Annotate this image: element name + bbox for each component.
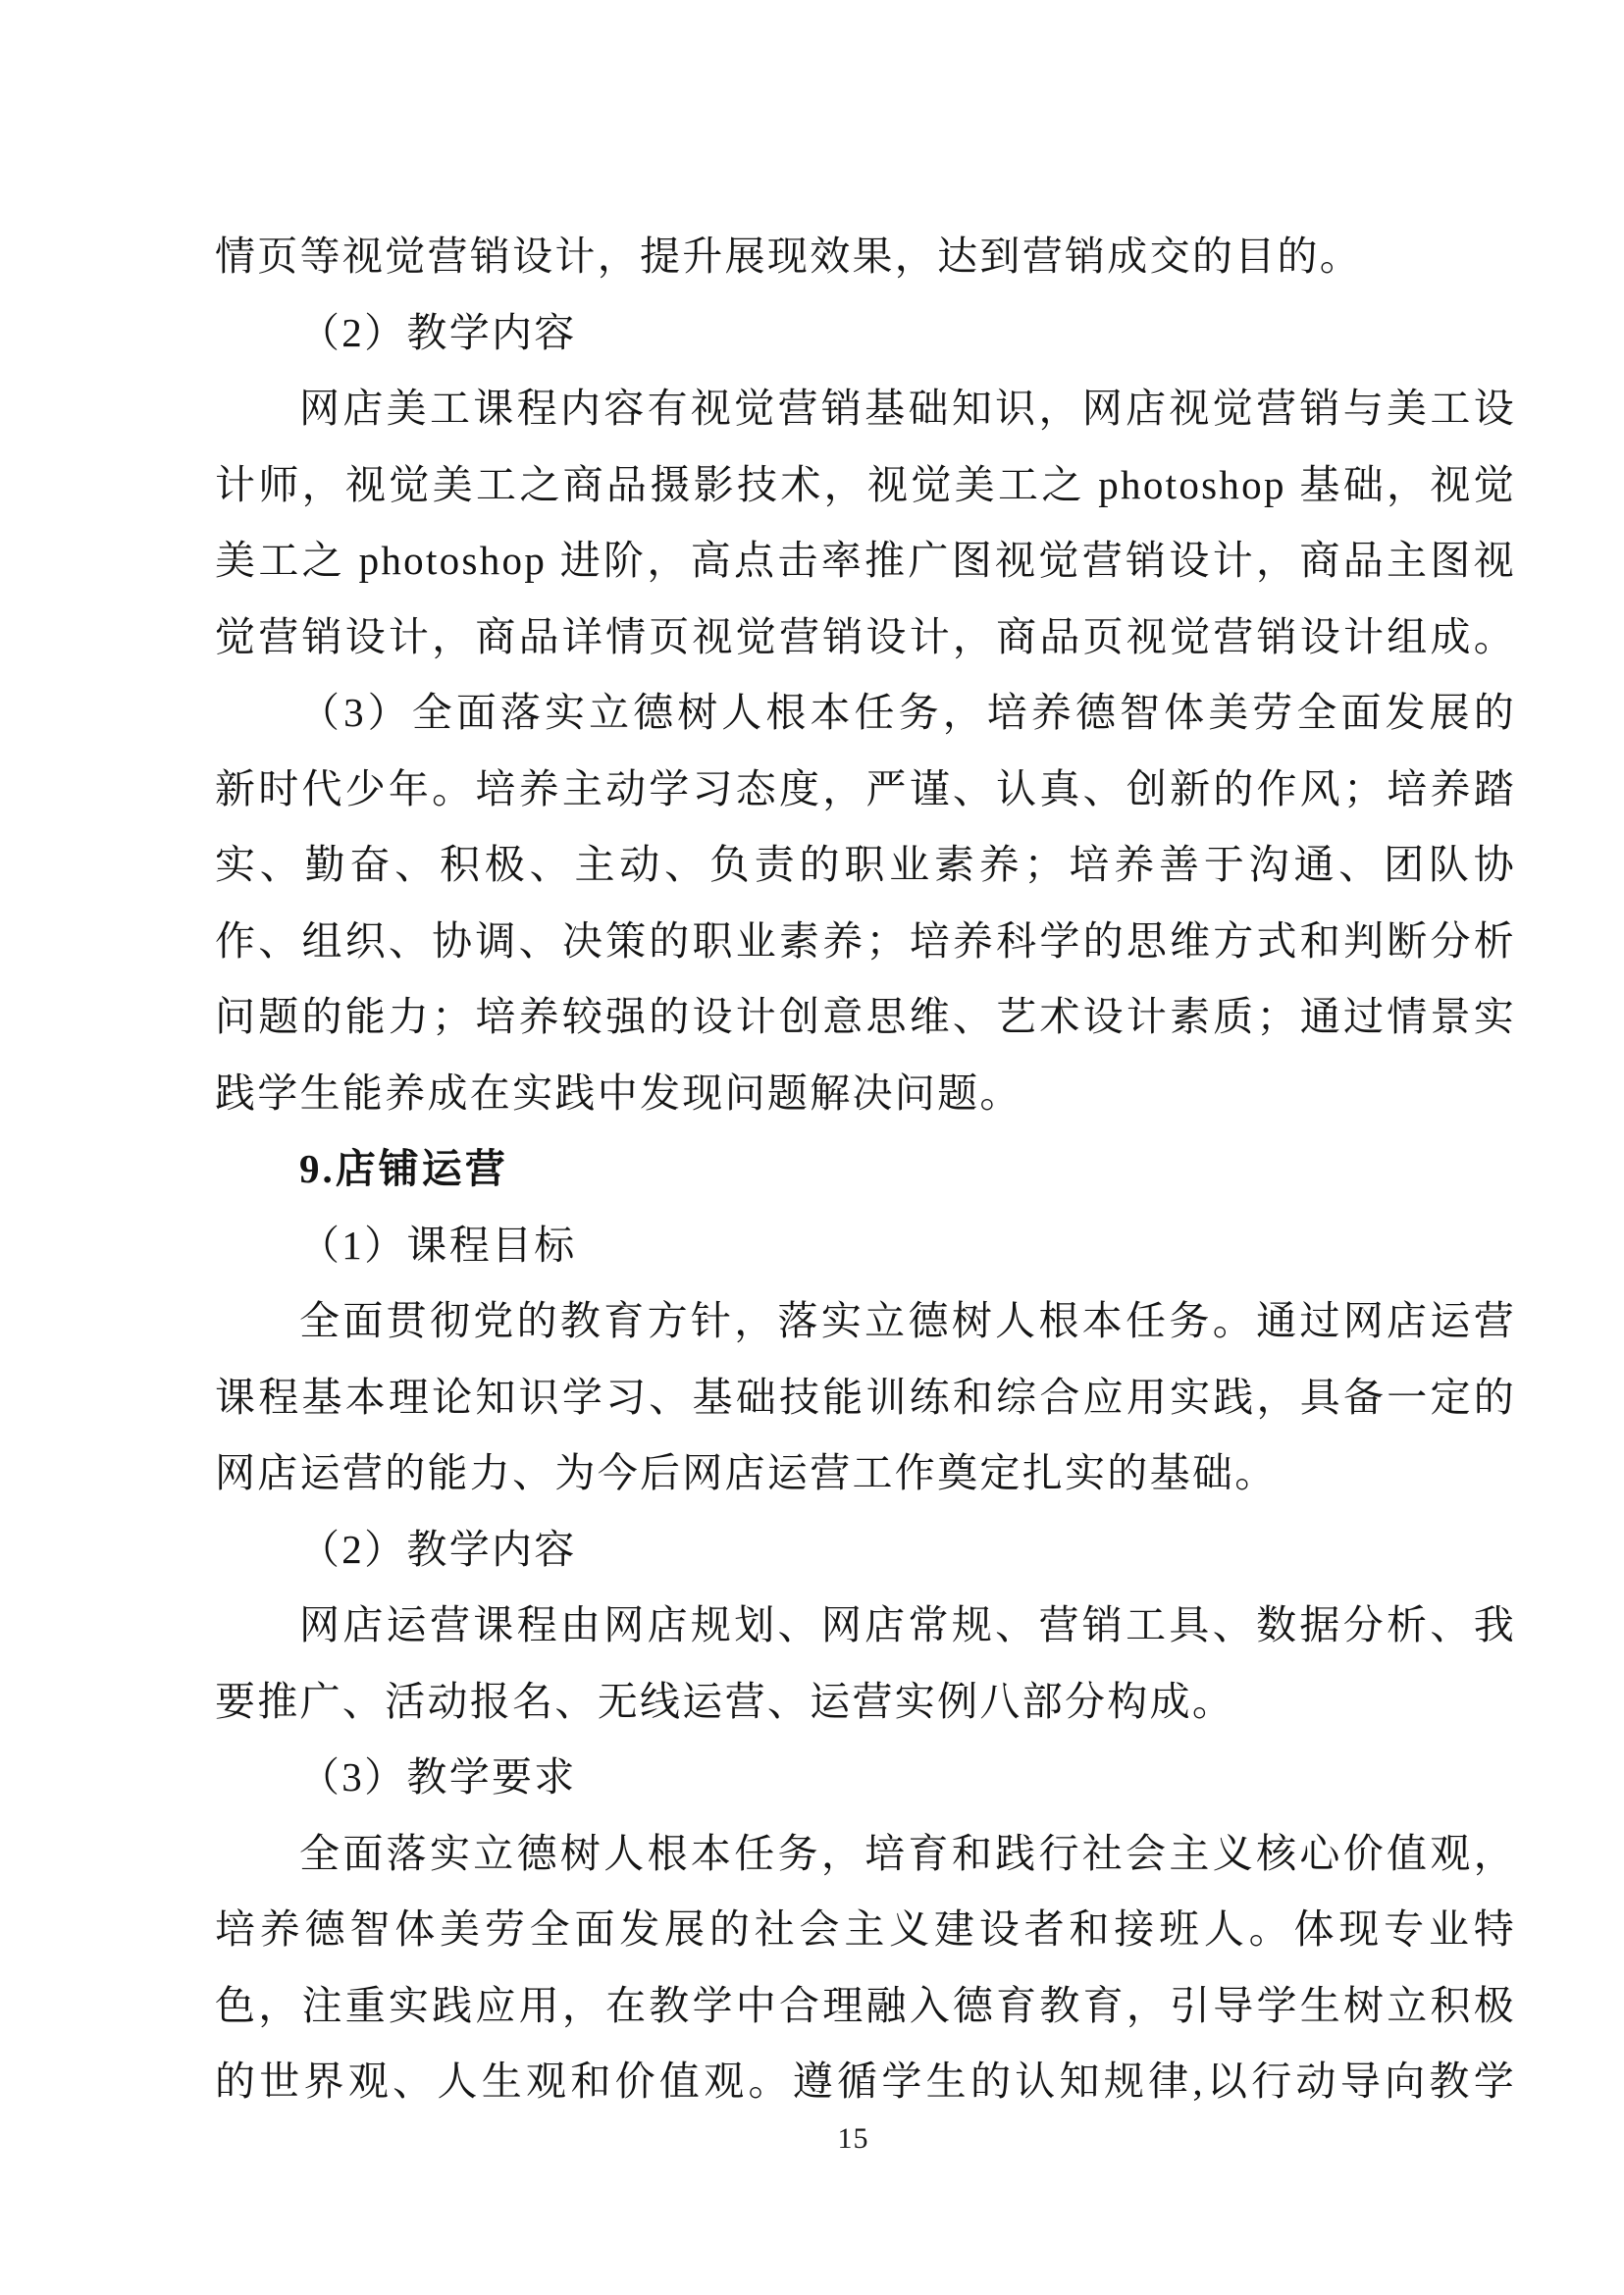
text-line: （3）教学要求 (299, 1754, 577, 1799)
text-line: 美工之 photoshop 进阶，高点击率推广图视觉营销设计，商品主图视 (215, 538, 1516, 583)
text-line: 课程基本理论知识学习、基础技能训练和综合应用实践，具备一定的 (215, 1374, 1516, 1420)
text-line: 网店运营课程由网店规划、网店常规、营销工具、数据分析、我 (299, 1602, 1516, 1647)
text-line: 新时代少年。培养主动学习态度，严谨、认真、创新的作风；培养踏 (215, 765, 1516, 811)
text-line: 计师，视觉美工之商品摄影技术，视觉美工之 photoshop 基础，视觉 (215, 461, 1516, 507)
text-line: 全面落实立德树人根本任务，培育和践行社会主义核心价值观， (299, 1830, 1516, 1876)
text-line: 情页等视觉营销设计，提升展现效果，达到营销成交的目的。 (215, 234, 1363, 279)
text-line: （3）全面落实立德树人根本任务，培养德智体美劳全面发展的 (299, 690, 1516, 735)
text-line: 网店美工课程内容有视觉营销基础知识，网店视觉营销与美工设 (299, 386, 1516, 431)
text-line: 作、组织、协调、决策的职业素养；培养科学的思维方式和判断分析 (215, 917, 1516, 964)
text-line: 色，注重实践应用，在教学中合理融入德育教育，引导学生树立积极 (215, 1982, 1516, 2028)
text-line: 的世界观、人生观和价值观。遵循学生的认知规律,以行动导向教学 (215, 2059, 1516, 2104)
section-heading: 9.店铺运营 (299, 1146, 508, 1191)
page-number: 15 (837, 2122, 869, 2155)
text-line: 网店运营的能力、为今后网店运营工作奠定扎实的基础。 (215, 1450, 1278, 1495)
text-line: 要推广、活动报名、无线运营、运营实例八部分构成。 (215, 1678, 1235, 1724)
text-line: （2）教学内容 (299, 1526, 577, 1572)
document-text-block (215, 219, 1516, 2120)
text-line: （2）教学内容 (299, 309, 577, 355)
text-line: 觉营销设计，商品详情页视觉营销设计，商品页视觉营销设计组成。 (215, 613, 1516, 659)
text-line: 培养德智体美劳全面发展的社会主义建设者和接班人。体现专业特 (215, 1906, 1516, 1952)
text-line: （1）课程目标 (299, 1222, 577, 1268)
text-line: 践学生能养成在实践中发现问题解决问题。 (215, 1069, 1022, 1116)
text-line: 问题的能力；培养较强的设计创意思维、艺术设计素质；通过情景实 (215, 994, 1516, 1039)
text-line: 全面贯彻党的教育方针，落实立德树人根本任务。通过网店运营 (299, 1298, 1516, 1343)
text-line: 实、勤奋、积极、主动、负责的职业素养；培养善于沟通、团队协 (215, 842, 1516, 887)
